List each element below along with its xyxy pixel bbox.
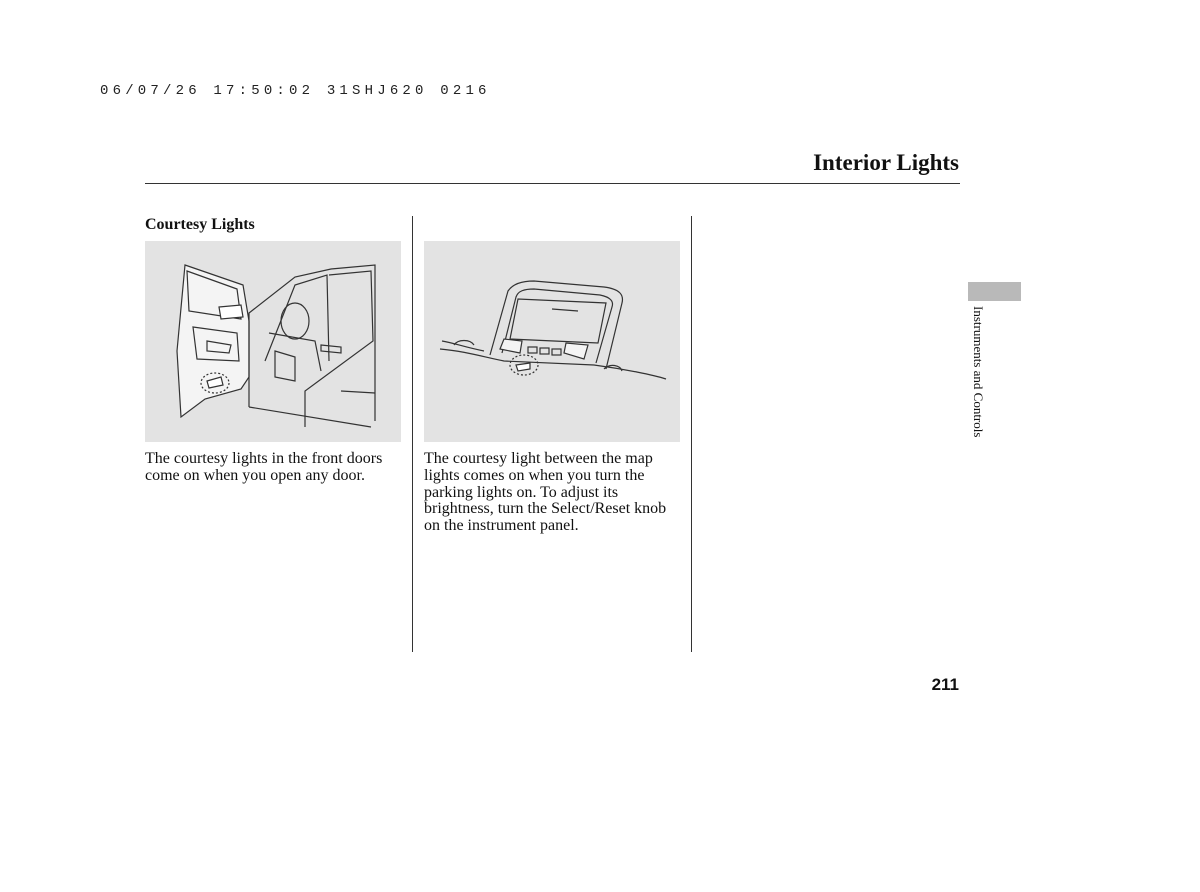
map-lights-console-illustration	[424, 241, 680, 442]
section-heading: Courtesy Lights	[145, 216, 255, 233]
door-courtesy-light-illustration	[145, 241, 401, 442]
column-divider-right	[691, 216, 692, 652]
print-stamp: 06/07/26 17:50:02 31SHJ620 0216	[100, 83, 491, 99]
map-light-description: The courtesy light between the map lights comes on when you turn the parking lights on. To adjust its brightness, turn the Select/Reset knob on the instrument panel.	[424, 450, 667, 535]
title-rule	[145, 183, 960, 184]
door-lights-description: The courtesy lights in the front doors come on when you open any door.	[145, 450, 383, 484]
section-side-label: Instruments and Controls	[971, 306, 986, 438]
page-number: 211	[931, 675, 959, 694]
section-tab-marker	[968, 282, 1021, 301]
column-divider-left	[412, 216, 413, 652]
page-title: Interior Lights	[813, 150, 959, 175]
